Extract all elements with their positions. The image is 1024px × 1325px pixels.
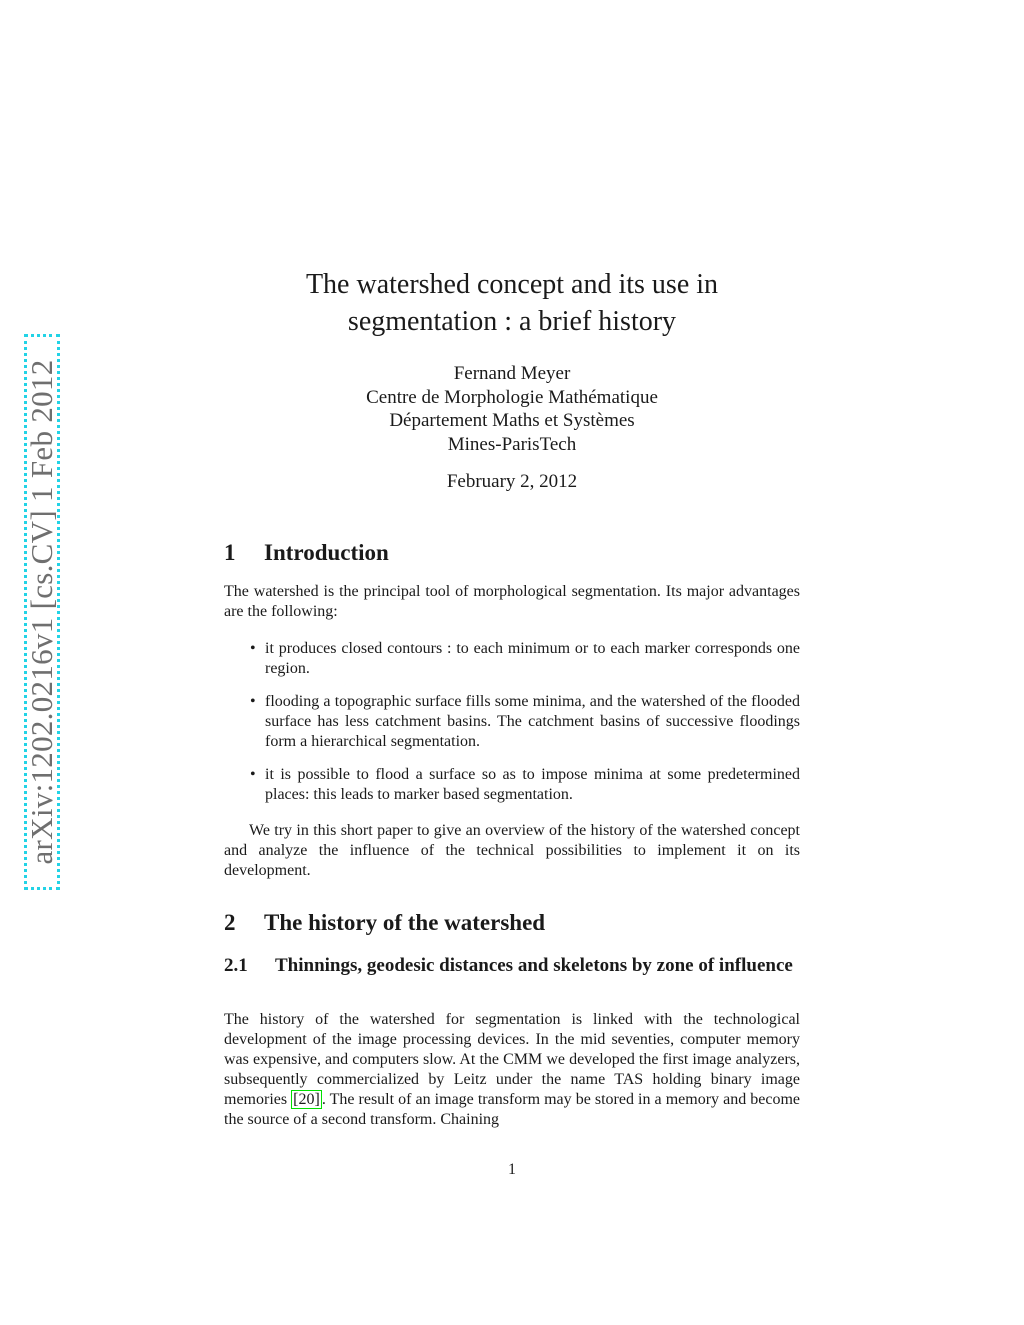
author-affiliation-3: Mines-ParisTech [447,433,577,455]
section-1-heading [224,540,389,566]
section-2-title: The history of the watershed [264,910,546,935]
subsection-2-1-title: Thinnings, geodesic distances and skeletons by zone of influence [275,955,793,976]
history-text-after-cite: . The result of an image transform may be stored in a memory and become the source of a second transform. Chaining [224,1091,801,1128]
arxiv-stamp [24,334,60,890]
bullet-marker: • [250,766,256,783]
bullet-item-2 [224,692,800,752]
citation-link[interactable]: [20] [293,1091,320,1108]
bullet-text-2: flooding a topographic surface fills some minima, and the watershed of the flooded surface has less catchment basins. The catchment basins of successive floodings form a hierarchical segmentation. [265,693,800,750]
bullet-marker: • [250,640,256,657]
subsection-2-1-heading [224,954,800,977]
paper-title [224,266,800,340]
closing-paragraph: We try in this short paper to give an overview of the history of the watershed concept and analyze the influence of the technical possibilities to implement it on its development. [224,822,800,879]
bullet-marker: • [250,693,256,710]
history-paragraph [224,1010,800,1130]
title-line-1: The watershed concept and its use in [305,269,719,300]
section-2-heading [224,910,545,936]
paper-date: February 2, 2012 [446,471,578,492]
author-affiliation-1: Centre de Morphologie Mathématique [366,386,658,408]
section-1-number: 1 [224,540,236,565]
title-line-2: segmentation : a brief history [347,306,677,337]
subsection-2-1-number: 2.1 [224,955,248,976]
author-name: Fernand Meyer [453,363,571,384]
arxiv-stamp-text: arXiv:1202.0216v1 [cs.CV] 1 Feb 2012 [24,359,59,865]
page-number: 1 [508,1161,516,1178]
bullet-item-1 [224,639,800,679]
bullet-item-3 [224,765,800,805]
bullet-text-3: it is possible to flood a surface so as to impose minima at some predetermined places: this leads to marker based segmentation. [265,766,800,803]
bullet-text-1: it produces closed contours : to each minimum or to each marker corresponds one region. [265,640,800,677]
intro-paragraph: The watershed is the principal tool of morphological segmentation. Its major advantages are the following: [224,583,800,620]
section-2-number: 2 [224,910,236,935]
author-affiliation-2: Département Maths et Systèmes [389,410,635,431]
section-1-title: Introduction [264,540,389,565]
author-block [224,362,800,456]
history-text-before-cite: The history of the watershed for segmentation is linked with the technological development of the image processing devices. In the mid seventies, computer memory was expensive, and computers slow. At the CMM we developed the first image analyzers, subsequently commercialized by Leitz under the name TAS holding binary image memories [224,1011,800,1108]
